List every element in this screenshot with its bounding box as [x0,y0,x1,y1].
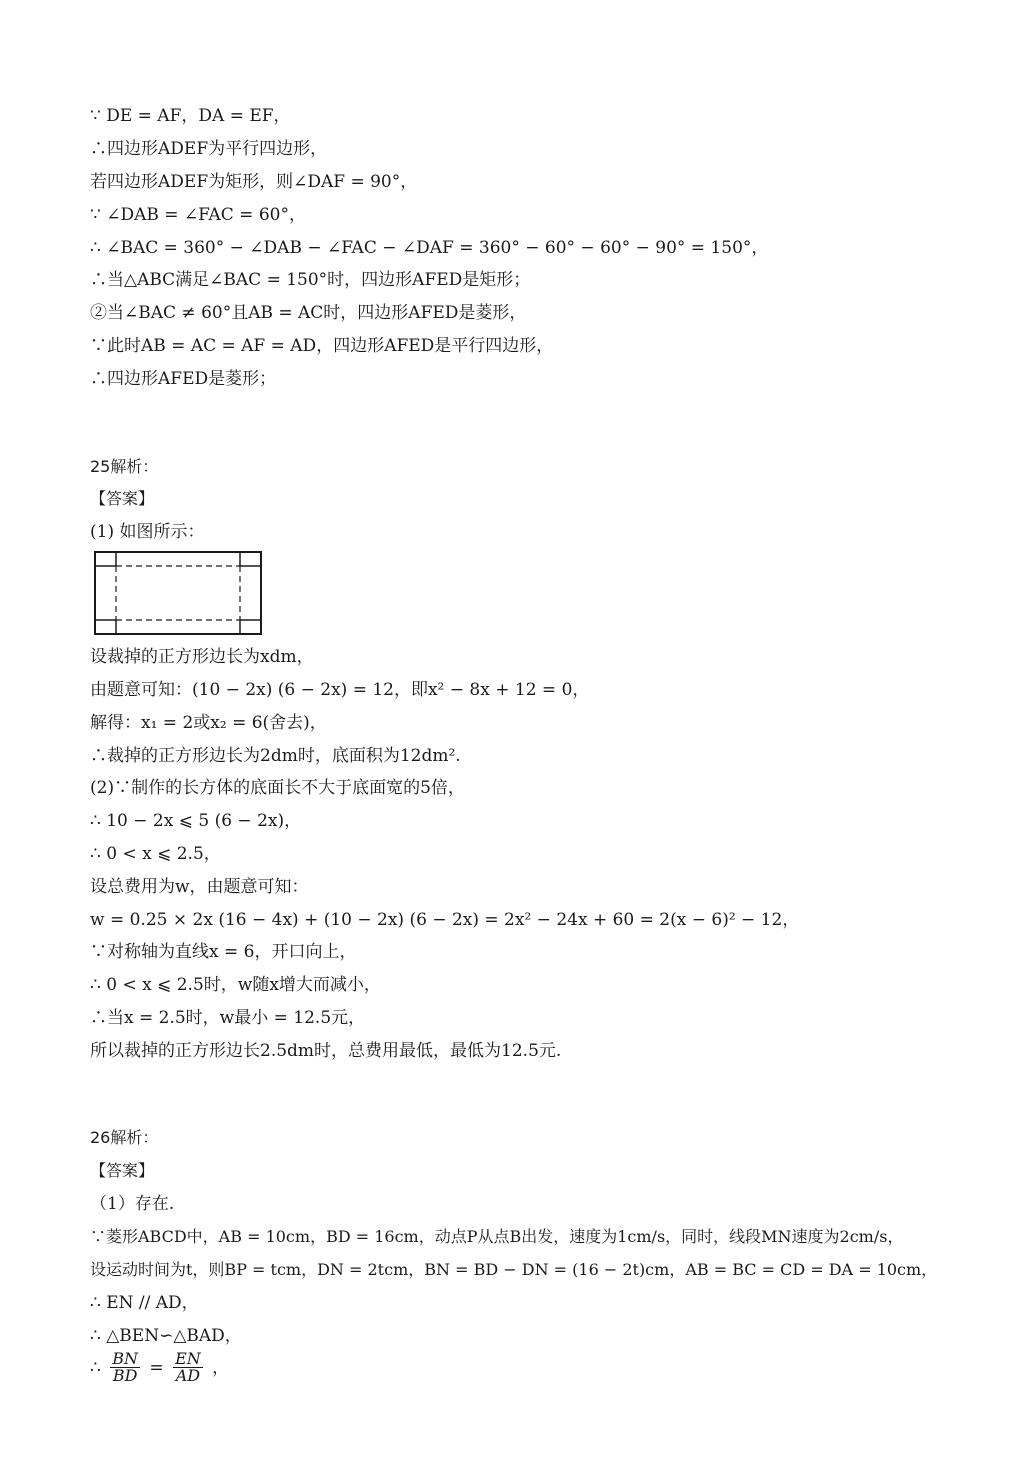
text-line: ∴当x = 2.5时，w最小 = 12.5元， [90,1008,366,1028]
text-line: （1）存在. [90,1194,175,1214]
text-line: ∵对称轴为直线x = 6，开口向上， [90,942,357,962]
text-line: ②当∠BAC ≠ 60°且AB = AC时，四边形AFED是菱形， [90,303,527,323]
text-line: 设裁掉的正方形边长为xdm， [90,647,314,667]
comma: ， [212,1357,230,1378]
fraction-en-ad [173,1351,203,1384]
text-line: w = 0.25 × 2x (16 − 4x) + (10 − 2x) (6 − 2x) = 2x² − 24x + 60 = 2(x − 6)² − 12， [90,910,800,930]
equals-sign: = [149,1357,164,1378]
fraction-numerator: BN [112,1349,138,1368]
text-line: 设运动时间为t，则BP = tcm，DN = 2tcm，BN = BD − DN = (16 − 2t)cm，AB = BC = CD = DA = 10cm， [90,1260,938,1279]
text-line: (1) 如图所示： [90,522,205,542]
text-line: ∴四边形AFED是菱形； [90,369,277,389]
fraction-denominator: BD [112,1366,138,1385]
therefore-symbol: ∴ [90,1357,101,1378]
text-line: ∵此时AB = AC = AF = AD，四边形AFED是平行四边形， [90,336,554,356]
box-net-figure [94,548,266,638]
fraction-equation [90,1351,229,1384]
answer-label: 【答案】 [90,1161,155,1180]
text-line: ∴当△ABC满足∠BAC = 150°时，四边形AFED是矩形； [90,270,531,290]
text-line: ∴ EN // AD， [90,1293,199,1313]
text-line: ∴ 10 − 2x ⩽ 5 (6 − 2x)， [90,811,302,831]
text-line: (2)∵制作的长方体的底面长不大于底面宽的5倍， [90,778,465,798]
section-title: 26解析： [90,1128,159,1147]
text-line: ∵ DE = AF，DA = EF， [90,106,291,126]
fraction-denominator: AD [175,1366,201,1385]
fraction-numerator: EN [175,1349,201,1368]
text-line: ∵ ∠DAB = ∠FAC = 60°， [90,205,306,225]
text-line: ∴裁掉的正方形边长为2dm时，底面积为12dm². [90,746,461,766]
text-line: ∴ △BEN∽△BAD， [90,1326,242,1346]
text-line: ∴ ∠BAC = 360° − ∠DAB − ∠FAC − ∠DAF = 360° − 60° − 60° − 90° = 150°， [90,238,769,258]
answer-label: 【答案】 [90,489,155,508]
text-line: ∴ 0 < x ⩽ 2.5， [90,844,221,864]
text-line: ∴四边形ADEF为平行四边形， [90,139,328,159]
fraction-bn-bd [110,1351,140,1384]
section-title: 25解析： [90,457,159,476]
text-line: 解得：x₁ = 2或x₂ = 6(舍去)， [90,713,327,733]
text-line: 若四边形ADEF为矩形，则∠DAF = 90°， [90,172,418,192]
text-line: 所以裁掉的正方形边长2.5dm时，总费用最低，最低为12.5元. [90,1041,562,1061]
text-line: ∵菱形ABCD中，AB = 10cm，BD = 16cm，动点P从点B出发，速度为1cm/s，同时，线段MN速度为2cm/s， [90,1227,904,1246]
text-line: 由题意可知：(10 − 2x) (6 − 2x) = 12，即x² − 8x + 12 = 0， [90,680,590,700]
text-line: 设总费用为w，由题意可知： [90,877,309,897]
text-line: ∴ 0 < x ⩽ 2.5时，w随x增大而减小， [90,975,381,995]
outer-rectangle [95,552,261,634]
